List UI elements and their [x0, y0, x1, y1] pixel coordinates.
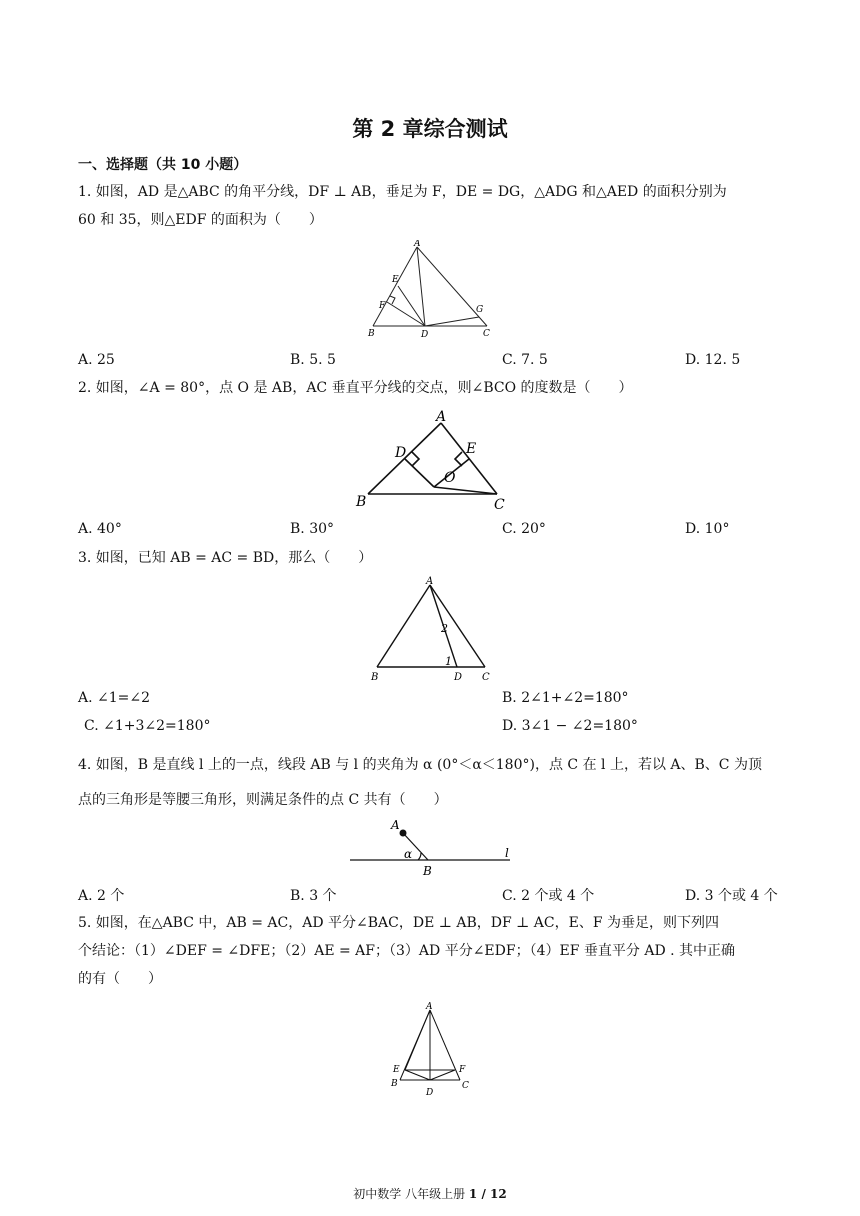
q2-stem: 2. 如图，∠A = 80°，点 O 是 AB，AC 垂直平分线的交点，则∠BCO 的度数是（ ） [78, 380, 633, 396]
page-footer [0, 1185, 860, 1202]
q2-label-b: B [356, 494, 367, 510]
q1-option-d: D. 12. 5 [685, 352, 741, 368]
q5-label-b: B [391, 1079, 398, 1089]
q3-label-2: 2 [441, 622, 448, 635]
q4-figure [345, 815, 515, 880]
q3-figure [365, 575, 495, 685]
q1-label-e: E [392, 275, 399, 285]
q1-label-d: D [421, 330, 429, 340]
q3-option-d: D. 3∠1 − ∠2=180° [502, 718, 638, 734]
q1-label-g: G [476, 305, 484, 315]
q1-option-c: C. 7. 5 [502, 352, 548, 368]
q1-label-b: B [368, 329, 375, 339]
q3-option-b: B. 2∠1+∠2=180° [502, 690, 629, 706]
q5-stem-line2: 个结论：（1）∠DEF = ∠DFE；（2）AE = AF；（3）AD 平分∠EDF；（4）EF 垂直平分 AD . 其中正确 [78, 943, 736, 959]
q5-figure [388, 1000, 478, 1105]
section-heading: 一、选择题（共 10 小题） [78, 157, 248, 173]
q2-label-e: E [466, 441, 477, 457]
q1-stem-line2: 60 和 35，则△EDF 的面积为（ ） [78, 212, 323, 228]
q3-label-a: A [426, 576, 434, 587]
q3-option-a: A. ∠1=∠2 [78, 690, 151, 706]
q3-label-b: B [371, 672, 379, 683]
q2-option-d: D. 10° [685, 521, 730, 537]
q4-option-d: D. 3 个或 4 个 [685, 888, 778, 904]
q2-label-c: C [494, 497, 505, 513]
q5-label-f: F [459, 1065, 466, 1075]
q1-stem-line1: 1. 如图，AD 是△ABC 的角平分线，DF ⊥ AB，垂足为 F，DE = DG，△ADG 和△AED 的面积分别为 [78, 184, 727, 200]
q5-stem-line3: 的有（ ） [78, 971, 162, 987]
q2-label-o: O [444, 470, 456, 486]
q3-label-c: C [482, 672, 490, 683]
q1-option-a: A. 25 [78, 352, 115, 368]
q1-label-c: C [483, 329, 490, 339]
q3-label-d: D [454, 672, 463, 683]
q4-option-a: A. 2 个 [78, 888, 125, 904]
q5-stem-line1: 5. 如图，在△ABC 中，AB = AC，AD 平分∠BAC，DE ⊥ AB，DF ⊥ AC，E、F 为垂足，则下列四 [78, 915, 719, 931]
q3-stem: 3. 如图，已知 AB = AC = BD，那么（ ） [78, 550, 373, 566]
q1-label-f: F [379, 301, 386, 311]
q5-label-a: A [426, 1002, 433, 1012]
q2-label-a: A [436, 409, 447, 425]
q5-label-c: C [462, 1081, 469, 1091]
q2-option-b: B. 30° [290, 521, 335, 537]
footer-text: 初中数学 八年级上册 [353, 1187, 466, 1201]
q2-option-c: C. 20° [502, 521, 546, 537]
q4-label-a: A [391, 818, 400, 832]
q5-label-e: E [393, 1065, 400, 1075]
q5-label-d: D [426, 1088, 434, 1098]
page-title: 第 2 章综合测试 [352, 117, 508, 141]
q4-option-b: B. 3 个 [290, 888, 337, 904]
q4-label-alpha: α [404, 847, 413, 861]
q3-option-c: C. ∠1+3∠2=180° [84, 718, 211, 734]
q2-figure [352, 405, 512, 515]
q2-option-a: A. 40° [78, 521, 122, 537]
q4-stem-line1: 4. 如图，B 是直线 l 上的一点，线段 AB 与 l 的夹角为 α (0°＜α＜180°)，点 C 在 l 上，若以 A、B、C 为顶 [78, 757, 762, 773]
q2-label-d: D [395, 445, 407, 461]
q1-option-b: B. 5. 5 [290, 352, 336, 368]
q4-option-c: C. 2 个或 4 个 [502, 888, 595, 904]
q3-label-1: 1 [445, 655, 452, 668]
page-number: 1 / 12 [468, 1187, 507, 1201]
q4-stem-line2: 点的三角形是等腰三角形，则满足条件的点 C 共有（ ） [78, 792, 448, 808]
q4-label-l: l [505, 846, 509, 860]
q1-figure [365, 240, 495, 340]
q4-label-b: B [423, 864, 432, 878]
q1-label-a: A [414, 240, 421, 249]
